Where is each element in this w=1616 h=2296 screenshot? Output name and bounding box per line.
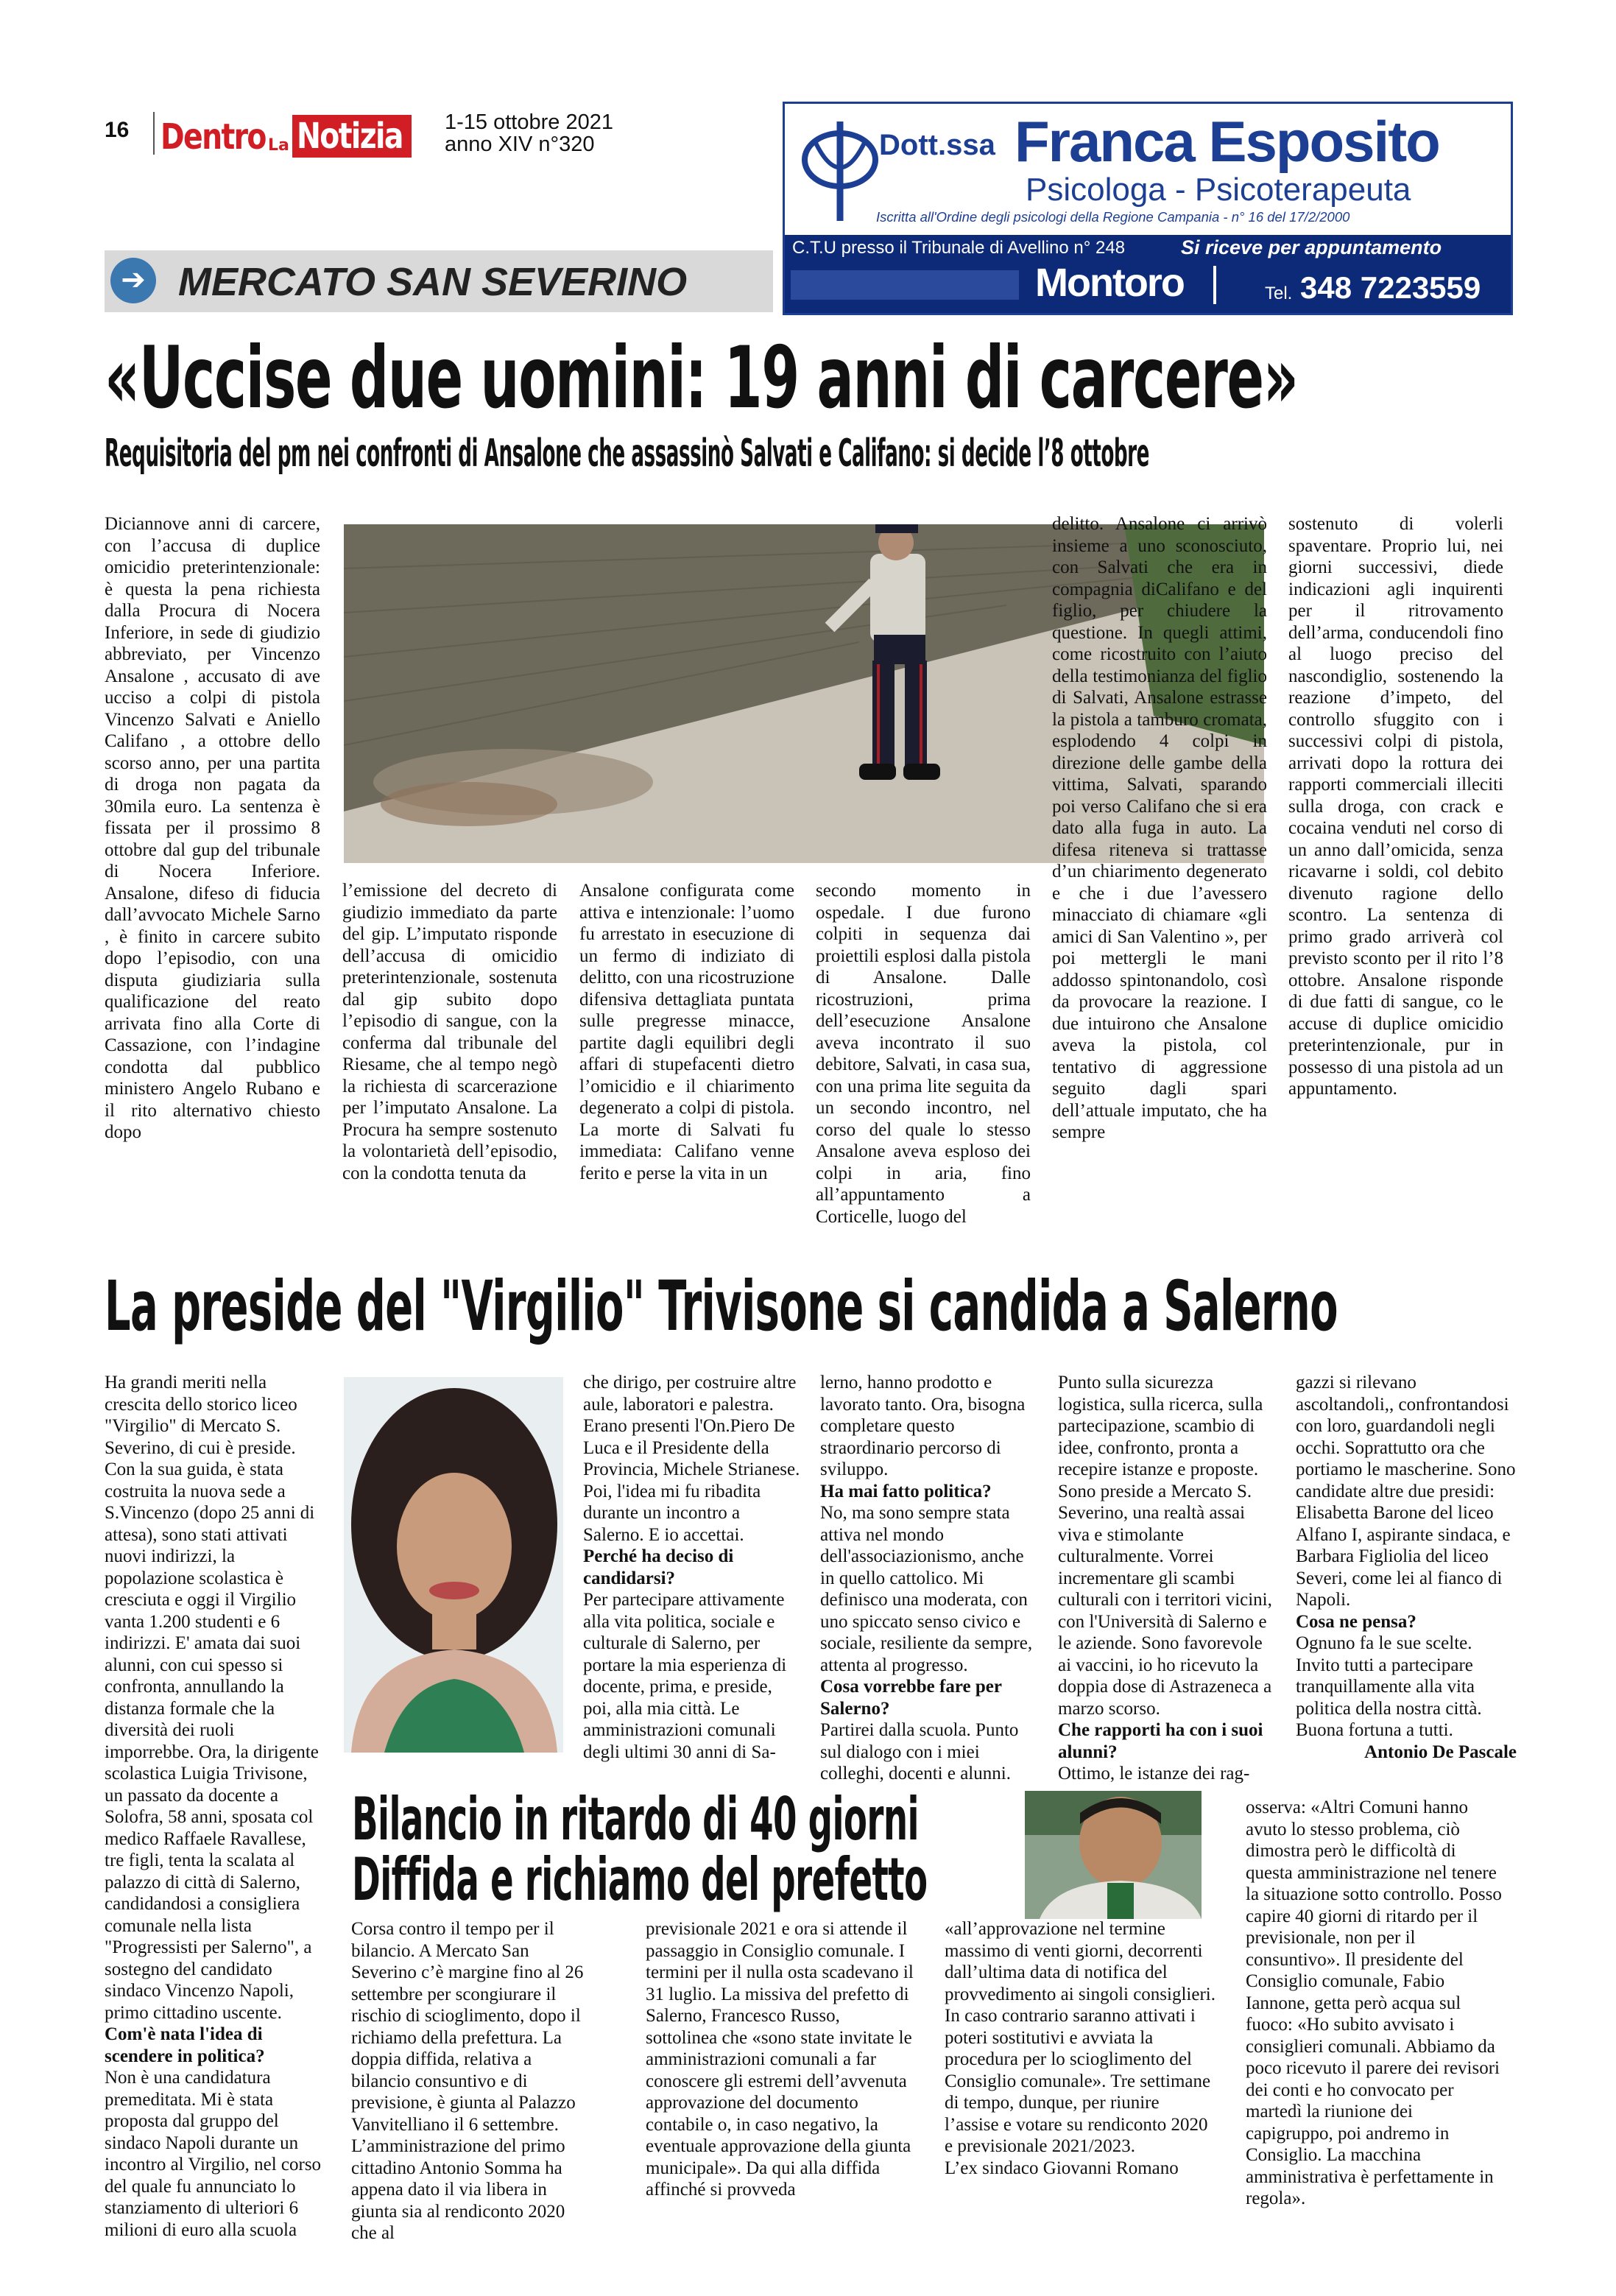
section-label: MERCATO SAN SEVERINO	[178, 260, 688, 304]
article2-photo	[344, 1377, 563, 1753]
ad-profession: Psicologa - Psicoterapeuta	[1026, 172, 1411, 208]
ad-divider	[1213, 266, 1216, 304]
logo-notizia: Notizia	[292, 115, 412, 158]
article3-col3-text-b: L’ex sindaco Giovanni Romano	[945, 2158, 1179, 2178]
article2-col3-text: lerno, hanno prodotto e lavorato tanto. Ora, bisogna completare questo straordinario percorso di sviluppo.	[820, 1373, 1026, 1479]
psi-logo-icon	[800, 114, 881, 225]
article2-col5	[1296, 1372, 1517, 1763]
article2-col5-text: gazzi si rilevano ascoltandoli,, confrontandosi con loro, guardandoli negli occhi. Soprattutto ora che portiamo le mascherine. Sono candidate altre due presidi: Elisabetta Barone del liceo Alfano I, aspirante sindaca, e Barbara Figliolia del liceo Severi, come lei al fianco di Napoli.	[1296, 1373, 1516, 1610]
ad-title-prefix: Dott.ssa	[879, 129, 995, 161]
article2-col5-question: Cosa ne pensa?	[1296, 1611, 1416, 1632]
ad-blue-band	[785, 235, 1511, 313]
article2-col1	[105, 1372, 327, 2241]
article1-col5: delitto. Ansalone ci arrivò insieme a uno sconosciuto, con Salvati che era in compagnia diCalifano e del figlio, per chiudere la questione. In quegli attimi, come ricostruito con l’aiuto della testimonianza del figlio di Salvati, Ansalone estrasse la pistola a tamburo cromata, esplodendo 4 colpi in direzione delle gambe della vittima, Salvati, sparando poi verso Califano che si era dato alla fuga in auto. La difesa riteneva si trattasse d’un chiarimento degenerato e che i due l’avessero minacciato di chiamare «gli amici di San Valentino », per poi mettergli le mani addosso spintonandolo, così da provocare la reazione. I due intuirono che Ansalone aveva la pistola, col tentativo di aggressione seguito dagli spari dell’attuale imputato, che ha sempre	[1052, 514, 1267, 1142]
header-divider	[153, 112, 155, 155]
article2-col3	[820, 1372, 1041, 1785]
article3-col1: Corsa contro il tempo per il bilancio. A Mercato San Severino c’è margine fino al 26 settembre per scongiurare il rischio di scioglimento, dopo il richiamo della prefettura. La doppia diffida, relativa a bilancio consuntivo e di previsione, è giunta al Palazzo Vanvitelliano il 6 settembre. L’amministrazione del primo cittadino Antonio Somma ha appena dato il via libera in giunta sia al rendiconto 2020 che al	[351, 1919, 584, 2243]
article2-col4-text: Punto sulla sicurezza logistica, sulla ricerca, sulla partecipazione, scambio di idee, confronto, pronta a recepire istanze e proposte. Sono preside a Mercato S. Severino, una realtà assai viva e stimolante culturalmente. Vorrei incrementare gli scambi culturali con i territori vicini, con l'Università di Salerno e le aziende. Sono favorevole ai vaccini, io ho ricevuto la doppia dose di Astrazeneca a marzo scorso.	[1058, 1373, 1272, 1719]
logo-la: La	[268, 136, 289, 155]
page-number: 16	[105, 118, 130, 142]
ad-phone: 348 7223559	[1300, 270, 1481, 305]
ad-appointment: Si riceve per appuntamento	[1181, 236, 1442, 258]
article3-col3	[945, 1918, 1217, 2179]
article1-col6: sostenuto di volerli spaventare. Proprio lui, nei giorni successivi, diede indicazioni agli inquirenti per il ritrovamento dell’arma, conducendoli fino al luogo preciso del nascondiglio, sostenendo la reazione d’impeto, del controllo sfuggito con i successivi colpi di pistola, arrivati dopo la rottura dei rapporti commerciali illeciti sulla droga, con crack e cocaina venduti nel corso di un anno dall’omicida, senza ricavarne i soldi, col debito divenuto ragione dello scontro. La sentenza di primo grado arriverà col previsto sconto per il rito l’8 ottobre. Ansalone risponde di due fatti di sangue, co le accuse di duplice omicidio preterintenzionale, pur in possesso di una pistola ad un appuntamento.	[1288, 514, 1503, 1099]
article2-col2-answer: Per partecipare attivamente alla vita politica, sociale e culturale di Salerno, per portare la mia esperienza di docente, prima, e preside, poi, alla mia città. Le amministrazioni comunali degli ultimi 30 anni di Sa-	[583, 1590, 787, 1762]
ad-name: Franca Esposito	[1015, 109, 1439, 174]
article2-col4-answer: Ottimo, le istanze dei rag-	[1058, 1764, 1250, 1783]
article2-col3-question1: Ha mai fatto politica?	[820, 1481, 992, 1501]
ad-ctu: C.T.U presso il Tribunale di Avellino n° 248	[792, 238, 1126, 258]
article2-author: Antonio De Pascale	[1364, 1742, 1517, 1762]
article2-col2-question: Perché ha deciso di candidarsi?	[583, 1546, 734, 1588]
article2-col4-question: Che rapporti ha con i suoi alunni?	[1058, 1720, 1263, 1762]
article2-headline: La preside del "Virgilio" Trivisone si candida a Salerno	[105, 1267, 1338, 1347]
article3-headline-line2: Diffida e richiamo del prefetto	[352, 1845, 928, 1914]
article3-col2: previsionale 2021 e ora si attende il passaggio in Consiglio comunale. I termini per il nulla osta scadevano il 31 luglio. La missiva del prefetto di Salerno, Francesco Russo, sottolinea che «sono state invitate le amministrazioni comunali a far conoscere gli estremi dell’avvenuta approvazione del documento contabile o, in caso negativo, la eventuale approvazione della giunta municipale». Da qui alla diffida affinché si provveda	[646, 1919, 914, 2200]
ad-city: Montoro	[1035, 261, 1184, 305]
article1-col2: l’emissione del decreto di giudizio immediato da parte del gip. L’imputato risponde dell’accusa di omicidio preterintenzionale, sostenuta dal gip subito dopo l’episodio di sangue, con la conferma dal tribunale del Riesame, che al tempo negò la richiesta di scarcerazione per l’imputato Ansalone. La Procura ha sempre sostenuto la volontarietà dell’episodio, con la condotta tenuta da	[342, 881, 557, 1183]
article2-col5-answer: Ognuno fa le sue scelte. Invito tutti a partecipare tranquillamente alla vita politica della nostra città. Buona fortuna a tutti.	[1296, 1633, 1482, 1740]
arrow-right-icon: ➔	[110, 258, 156, 303]
article1-col1: Diciannove anni di carcere, con l’accusa di duplice omicidio preterintenzionale: è questa la pena richiesta dalla Procura di Nocera Inferiore, in sede di giudizio abbreviato, per Vincenzo Ansalone , accusato di ave ucciso a colpi di pistola Vincenzo Salvati e Aniello Califano , a ottobre dello scorso anno, per una partita di droga non pagata da 30mila euro. La sentenza è fissata per il prossimo 8 ottobre dal gup del tribunale di Nocera Inferiore. Ansalone, difeso di fiducia dall’avvocato Michele Sarno , è finito in carcere subito dopo l’episodio, con una disputa giudiziaria sulla qualificazione del reato arrivata fino alla Corte di Cassazione, con l’indagine condotta dal pubblico ministero Angelo Rubano e il rito alternativo chiesto dopo	[105, 514, 320, 1142]
article2-col3-answer2: Partirei dalla scuola. Punto sul dialogo con i miei colleghi, docenti e alunni.	[820, 1720, 1019, 1783]
article2-col1-text: Ha grandi meriti nella crescita dello storico liceo "Virgilio" di Mercato S. Severino, di cui è preside. Con la sua guida, è stata costruita la nuova sede a S.Vincenzo (dopo 25 anni di attesa), sono stati attivati nuovi indirizzi, la popolazione scolastica è cresciuta e oggi il Virgilio vanta 1.200 studenti e 6 indirizzi. E' amata dai suoi alunni, con cui spesso si confronta, annullando la distanza formale che la diversità dei ruoli imporrebbe. Ora, la dirigente scolastica Luigia Trivisone, un passato da docente a Solofra, 58 anni, sposata col medico Raffaele Ravallese, tre figli, tenta la scalata al palazzo di città di Salerno, candidandosi a consigliera comunale nella lista "Progressisti per Salerno", a sostegno del candidato sindaco Vincenzo Napoli, primo cittadino uscente.	[105, 1373, 319, 2023]
article3-col4: osserva: «Altri Comuni hanno avuto lo stesso problema, ciò dimostra però le difficoltà di questa amministrazione nel tenere la situazione sotto controllo. Posso capire 40 giorni di ritardo per il previsionale, non per il consuntivo». Il presidente del Consiglio comunale, Fabio Iannone, getta però acqua sul fuoco: «Ho subito avvisato i consiglieri comunali. Abbiamo da poco ricevuto il parere dei revisori dei conti e ho convocato per martedì la riunione dei capigruppo, poi andremo in Consiglio. La macchina amministrativa è perfettamente in regola».	[1246, 1797, 1502, 2208]
issue-number: anno XIV n°320	[445, 133, 595, 156]
issue-date: 1-15 ottobre 2021	[445, 110, 613, 134]
section-bar	[105, 250, 773, 312]
article3-col3-text: «all’approvazione nel termine massimo di venti giorni, decorrenti dall’ultima data di notifica del provvedimento ai singoli consiglieri. In caso contrario saranno attivati i poteri sostitutivi e avviata la procedura per lo scioglimento del Consiglio comunale». Tre settimane di tempo, dunque, per riunire l’assise e votare su rendiconto 2020 e previsionale 2021/2023.	[945, 1919, 1215, 2156]
article2-col1-question: Com'è nata l'idea di scendere in politica?	[105, 2024, 265, 2066]
article2-col2	[583, 1372, 804, 1763]
article2-col1-answer: Non è una candidatura premeditata. Mi è stata proposta dal gruppo del sindaco Napoli durante un incontro al Virgilio, nel corso del quale fu annunciato lo stanziamento di ulteriori 6 milioni di euro alla scuola	[105, 2068, 322, 2240]
ad-tel-label: Tel.	[1265, 284, 1293, 303]
article2-col3-answer1: No, ma sono sempre stata attiva nel mondo dell'associazionismo, anche in quello cattolico. Mi definisco una moderata, con uno spiccato senso civico e sociale, resiliente da sempre, attenta al progresso.	[820, 1503, 1033, 1675]
article1-subheadline: Requisitoria del pm nei confronti di Ansalone che assassinò Salvati e Califano: si decide l’8 ottobre	[105, 432, 1149, 476]
article1-headline: «Uccise due uomini: 19 anni di carcere»	[105, 328, 1298, 428]
ad-box	[783, 102, 1513, 315]
article2-col3-question2: Cosa vorrebbe fare per Salerno?	[820, 1677, 1002, 1719]
article2-col2-text: che dirigo, per costruire altre aule, laboratori e palestra. Erano presenti l'On.Piero De Luca e il Presidente della Provincia, Michele Strianese. Poi, l'idea mi fu ribadita durante un incontro a Salerno. E io accettai.	[583, 1373, 800, 1545]
article2-col4	[1058, 1372, 1279, 1785]
masthead-logo	[160, 109, 412, 158]
article1-col3: Ansalone configurata come attiva e intenzionale: l’uomo fu arrestato in esecuzione di un fermo di indiziato di delitto, con una ricostruzione difensiva dettagliata puntata sulle pregresse minacce, partite dagli equilibri degli affari di stupefacenti dietro l’omicidio e il chiarimento degenerato a colpi di pistola. La morte di Salvati fu immediata: Califano venne ferito e perse la vita in un	[579, 881, 794, 1183]
ad-registration: Iscritta all'Ordine degli psicologi della Regione Campania - n° 16 del 17/2/2000	[876, 209, 1350, 225]
ad-field-bar	[791, 270, 1019, 300]
article3-headline-line1: Bilancio in ritardo di 40 giorni	[352, 1785, 919, 1853]
logo-dentro: Dentro	[160, 116, 266, 158]
article1-col4: secondo momento in ospedale. I due furono colpiti in sequenza dai proiettili esplosi dalla pistola di Ansalone. Dalle ricostruzioni, prima dell’esecuzione Ansalone aveva incontrato il suo debitore, Salvati, in casa sua, con una prima lite seguita da un secondo incontro, nel corso del quale lo stesso Ansalone aveva esploso dei colpi in aria, fino all’appuntamento a Corticelle, luogo del	[816, 881, 1031, 1227]
article3-photo	[1025, 1791, 1202, 1919]
